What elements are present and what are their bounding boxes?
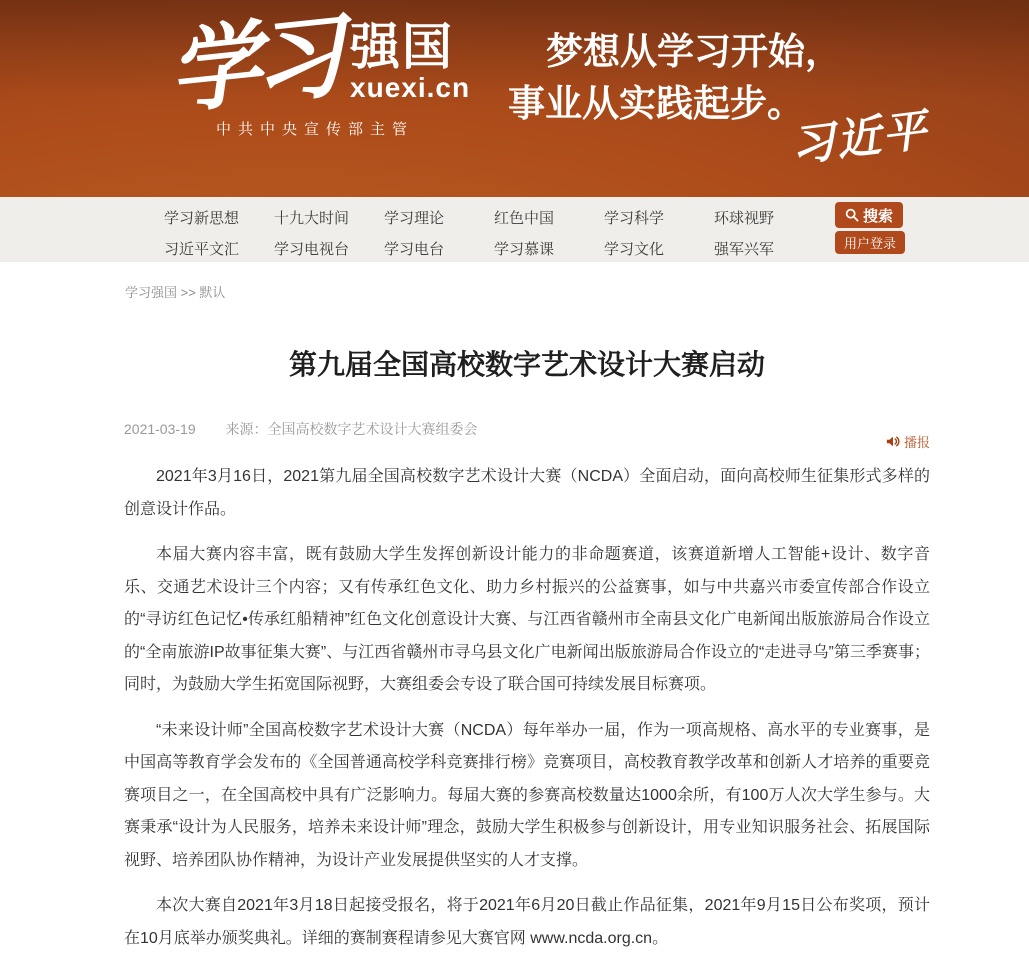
site-header [0,0,1029,197]
article-paragraph: 本届大赛内容丰富，既有鼓励大学生发挥创新设计能力的非命题赛道，该赛道新增人工智能+设计、数字音乐、交通艺术设计三个内容；又有传承红色文化、助力乡村振兴的公益赛事，如与中共嘉兴市委宣传部合作设立的“寻访红色记忆•传承红船精神”红色文化创意设计大赛、与江西省赣州市全南县文化广电新闻出版旅游局合作设立的“全南旅游IP故事征集大赛”、与江西省赣州市寻乌县文化广电新闻出版旅游局合作设立的“走进寻乌”第三季赛事；同时，为鼓励大学生拓宽国际视野，大赛组委会专设了联合国可持续发展目标赛项。 [124,546,930,693]
slogan-line-1: 梦想从学习开始， [546,32,842,73]
broadcast-label: 播报 [903,435,930,450]
logo-domain-text: xuexi.cn [350,72,471,104]
breadcrumb[interactable]: 学习强国 >> 默认 [125,285,226,300]
logo-calligraphy-text: 学习 [163,1,342,127]
article-paragraph: 本次大赛自2021年3月18日起接受报名，将于2021年6月20日截止作品征集，2021年9月15日公布奖项，预计在10月底举办颁奖典礼。详细的赛制赛程请参见大赛官网 www.ncda.org.cn。 [124,897,930,947]
main-nav [0,197,1029,262]
nav-item-hongse-zhongguo[interactable]: 红色中国 [494,210,555,227]
article-paragraph: “未来设计师”全国高校数字艺术设计大赛（NCDA）每年举办一届，作为一项高规格、高水平的专业赛事，是中国高等教育学会发布的《全国普通高校学科竞赛排行榜》竞赛项目，高校教育教学改革和创新人才培养的重要竞赛项目之一，在全国高校中具有广泛影响力。每届大赛的参赛高校数量达1000余所，有100万人次大学生参与。大赛秉承“设计为人民服务，培养未来设计师”理念，鼓励大学生积极参与创新设计，用专业知识服务社会、拓展国际视野、培养团队协作精神，为设计产业发展提供坚实的人才支撑。 [124,721,930,869]
site-logo[interactable] [163,1,471,139]
nav-item-qiangjun-xingjun[interactable]: 强军兴军 [714,241,775,258]
signature-calligraphy: 习近平 [787,104,932,173]
search-button[interactable] [835,202,903,228]
nav-item-xuexi-lilun[interactable]: 学习理论 [384,210,445,227]
article [124,343,930,955]
search-button-label: 搜索 [863,207,894,225]
nav-item-xuexi-wenhua[interactable]: 学习文化 [604,241,665,258]
nav-item-shijiuda-shijian[interactable]: 十九大时间 [274,210,350,227]
article-paragraph: 2021年3月16日，2021第九届全国高校数字艺术设计大赛（NCDA）全面启动，面向高校师生征集形式多样的创意设计作品。 [124,468,930,518]
nav-item-xuexi-muke[interactable]: 学习慕课 [494,241,555,258]
broadcast-button[interactable] [886,432,930,451]
article-title: 第九届全国高校数字艺术设计大赛启动 [288,349,765,380]
speaker-icon [886,435,900,448]
article-meta [124,419,930,450]
article-body [124,461,930,955]
logo-tagline: 中共中央宣传部主管 [216,121,415,138]
nav-links [164,207,824,259]
nav-item-xuexi-diantai[interactable]: 学习电台 [384,241,445,258]
logo-brand-text: 强国 [350,18,455,75]
user-login-button[interactable]: 用户登录 [835,231,905,254]
nav-item-xijinping-wenhui[interactable]: 习近平文汇 [164,241,240,258]
article-source: 来源：全国高校数字艺术设计大赛组委会 [225,421,478,437]
search-icon [845,208,859,222]
nav-item-xuexi-xinsixiang[interactable]: 学习新思想 [164,210,240,227]
article-date: 2021-03-19 [124,421,196,437]
slogan-line-2: 事业从实践起步。 [508,84,804,126]
nav-item-xuexi-dianshitai[interactable]: 学习电视台 [274,241,350,258]
nav-item-xuexi-kexue[interactable]: 学习科学 [604,210,665,227]
nav-item-huanqiu-shiye[interactable]: 环球视野 [714,210,775,227]
